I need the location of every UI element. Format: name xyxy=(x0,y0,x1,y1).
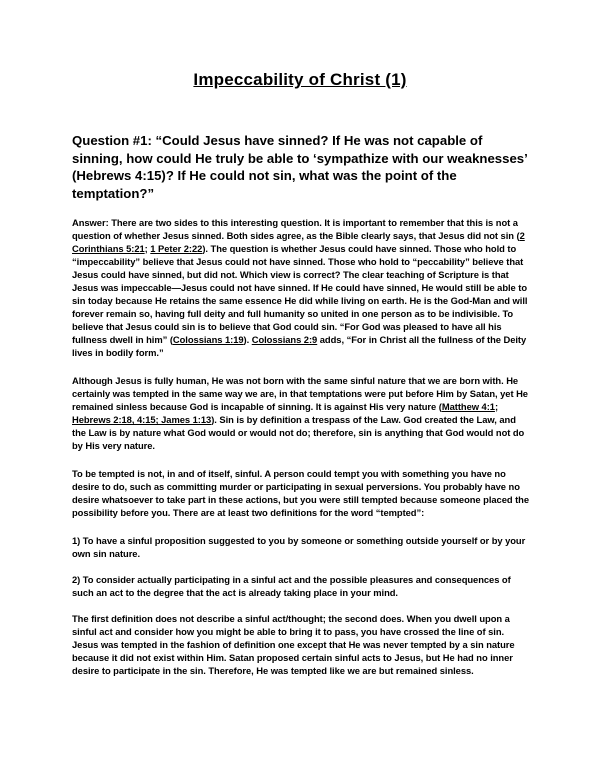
page-title: Impeccability of Christ (1) xyxy=(193,70,407,89)
answer-paragraph-3: To be tempted is not, in and of itself, sinful. A person could tempt you with something you have no desire to do, such as committing murder or participating in sexual perversions. You probably have no desire whatsoever to take part in these actions, but you were still tempted because someone placed the possibility before you. There are at least two definitions for the word “tempted”: xyxy=(72,468,530,518)
text-span: ; xyxy=(494,401,499,412)
text-span: Although Jesus is fully human, He was not born with the same sinful nature that we are born with. He certainly was tempted in the same way we are, in that temptations were put before Him by Satan, yet He remained sinless because God is incapable of sinning. It is against His very nature ( xyxy=(72,375,528,412)
scripture-link-2cor-5-21[interactable]: 2 Corinthians 5:21 xyxy=(72,230,525,254)
scripture-link-heb-james[interactable]: Hebrews 2:18, 4:15; James 1:13 xyxy=(72,414,212,425)
text-span: adds, “For in Christ all the fullness of the Deity lives in bodily form.” xyxy=(72,334,527,358)
scripture-link-col-2-9[interactable]: Colossians 2:9 xyxy=(251,334,318,345)
text-span: ). The question is whether Jesus could have sinned. Those who hold to “impeccability” believe that Jesus could not have sinned. Those who hold to “peccability” believe that Jesus could have sinned, but did not. Which view is correct? The clear teaching of Scripture is that Jesus was impeccable—Jesus could not have sinned. If He could have sinned, He would still be able to sin today because He retains the same essence He did while living on earth. He is the God-Man and will forever remain so, having full deity and full humanity so united in one person as to be indivisible. To believe that Jesus could sin is to believe that God could sin. “For God was pleased to have all his fullness dwell in him” ( xyxy=(72,243,528,345)
scripture-link-1pet-2-22[interactable]: 1 Peter 2:22 xyxy=(150,243,203,254)
article-body xyxy=(72,132,532,692)
scripture-link-matt-4-1[interactable]: Matthew 4:1 xyxy=(441,401,495,412)
answer-paragraph-6: The first definition does not describe a sinful act/thought; the second does. When you dwell upon a sinful act and consider how you might be able to bring it to pass, you have crossed the line of sin. Jesus was tempted in the fashion of definition one except that He was never tempted by a sin nature because it did not exist within Him. Satan proposed certain sinful acts to Jesus, but He had no inner desire to participate in the sin. Therefore, He was tempted like we are but remained sinless. xyxy=(72,613,515,676)
answer-paragraph-1 xyxy=(72,216,532,359)
definition-1: 1) To have a sinful proposition suggested to you by someone or something outside yourself or by your own sin nature. xyxy=(72,535,526,559)
scripture-link-col-1-19[interactable]: Colossians 1:19 xyxy=(172,334,244,345)
text-span: ). xyxy=(243,334,252,345)
text-span: Answer: There are two sides to this interesting question. It is important to remember that this is not a question of whether Jesus sinned. Both sides agree, as the Bible clearly says, that Jesus did not sin ( xyxy=(72,217,520,241)
definition-2: 2) To consider actually participating in a sinful act and the possible pleasures and consequences of such an act to the degree that the act is already taking place in your mind. xyxy=(72,574,511,598)
text-span: ). Sin is by definition a trespass of the Law. God created the Law, and the Law is by nature what God would or would not do; therefore, sin is anything that God would not do by His very nature. xyxy=(72,414,525,451)
text-span: ; xyxy=(144,243,151,254)
answer-paragraph-2 xyxy=(72,374,532,452)
question-heading: Question #1: “Could Jesus have sinned? If He was not capable of sinning, how could He truly be able to ‘sympathize with our weaknesses’ (Hebrews 4:15)? If He could not sin, what was the point of the temptation?” xyxy=(72,133,528,201)
